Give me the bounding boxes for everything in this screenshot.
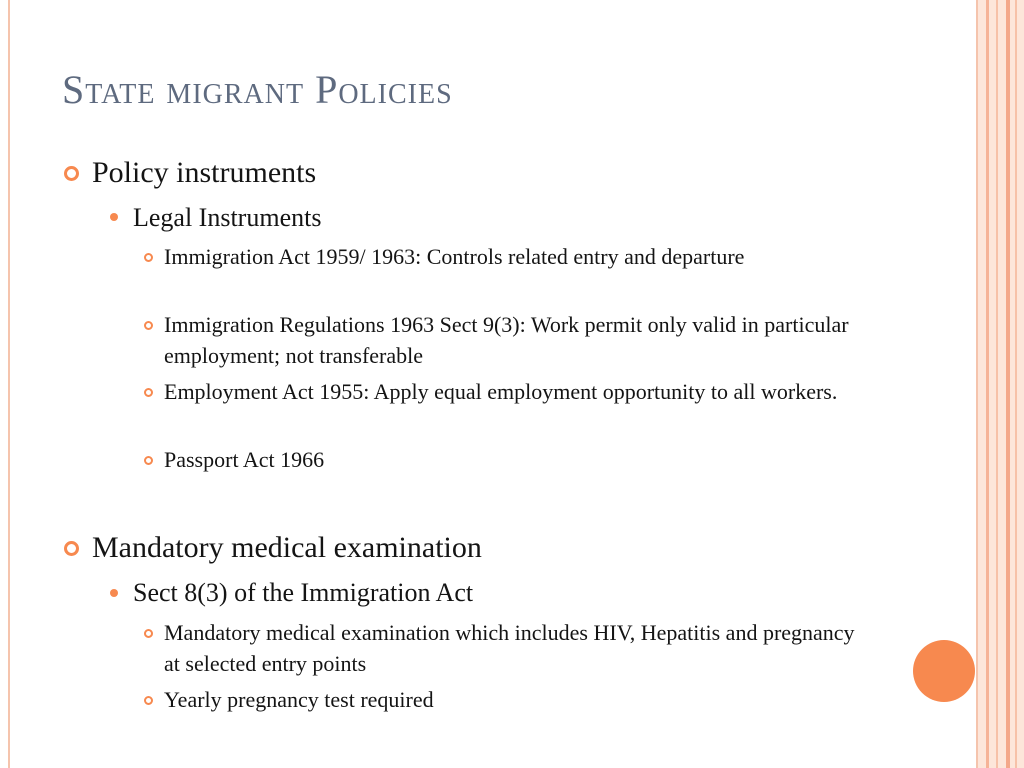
subsection-heading: Legal Instruments [133,203,322,232]
list-item: Immigration Regulations 1963 Sect 9(3): Work permit only valid in particular employment; not transferable [164,312,849,368]
slide-title: State migrant Policies [62,67,453,112]
level1-bullet-icon [64,166,79,181]
level3-bullet-icon [144,388,153,397]
section-heading: Mandatory medical examination [92,531,482,564]
frame-stripe [996,0,998,768]
level2-bullet-icon [110,589,118,597]
level1-bullet-icon [64,541,79,556]
list-item: Yearly pregnancy test required [164,687,434,712]
subsection-heading: Sect 8(3) of the Immigration Act [133,578,474,607]
level3-bullet-icon [144,696,153,705]
section-heading: Policy instruments [92,156,317,189]
level2-bullet-icon [110,213,118,221]
frame-stripe [986,0,989,768]
frame-stripe [1006,0,1010,768]
frame-stripe [976,0,978,768]
level3-bullet-icon [144,321,153,330]
level3-bullet-icon [144,629,153,638]
list-item: Employment Act 1955: Apply equal employment opportunity to all workers. [164,379,838,404]
level3-bullet-icon [144,456,153,465]
list-item: Immigration Act 1959/ 1963: Controls related entry and departure [164,244,745,269]
level3-bullet-icon [144,253,153,262]
list-item: Passport Act 1966 [164,447,325,472]
frame-stripe [1015,0,1017,768]
list-item: Mandatory medical examination which includes HIV, Hepatitis and pregnancy at selected entry points [164,620,855,676]
